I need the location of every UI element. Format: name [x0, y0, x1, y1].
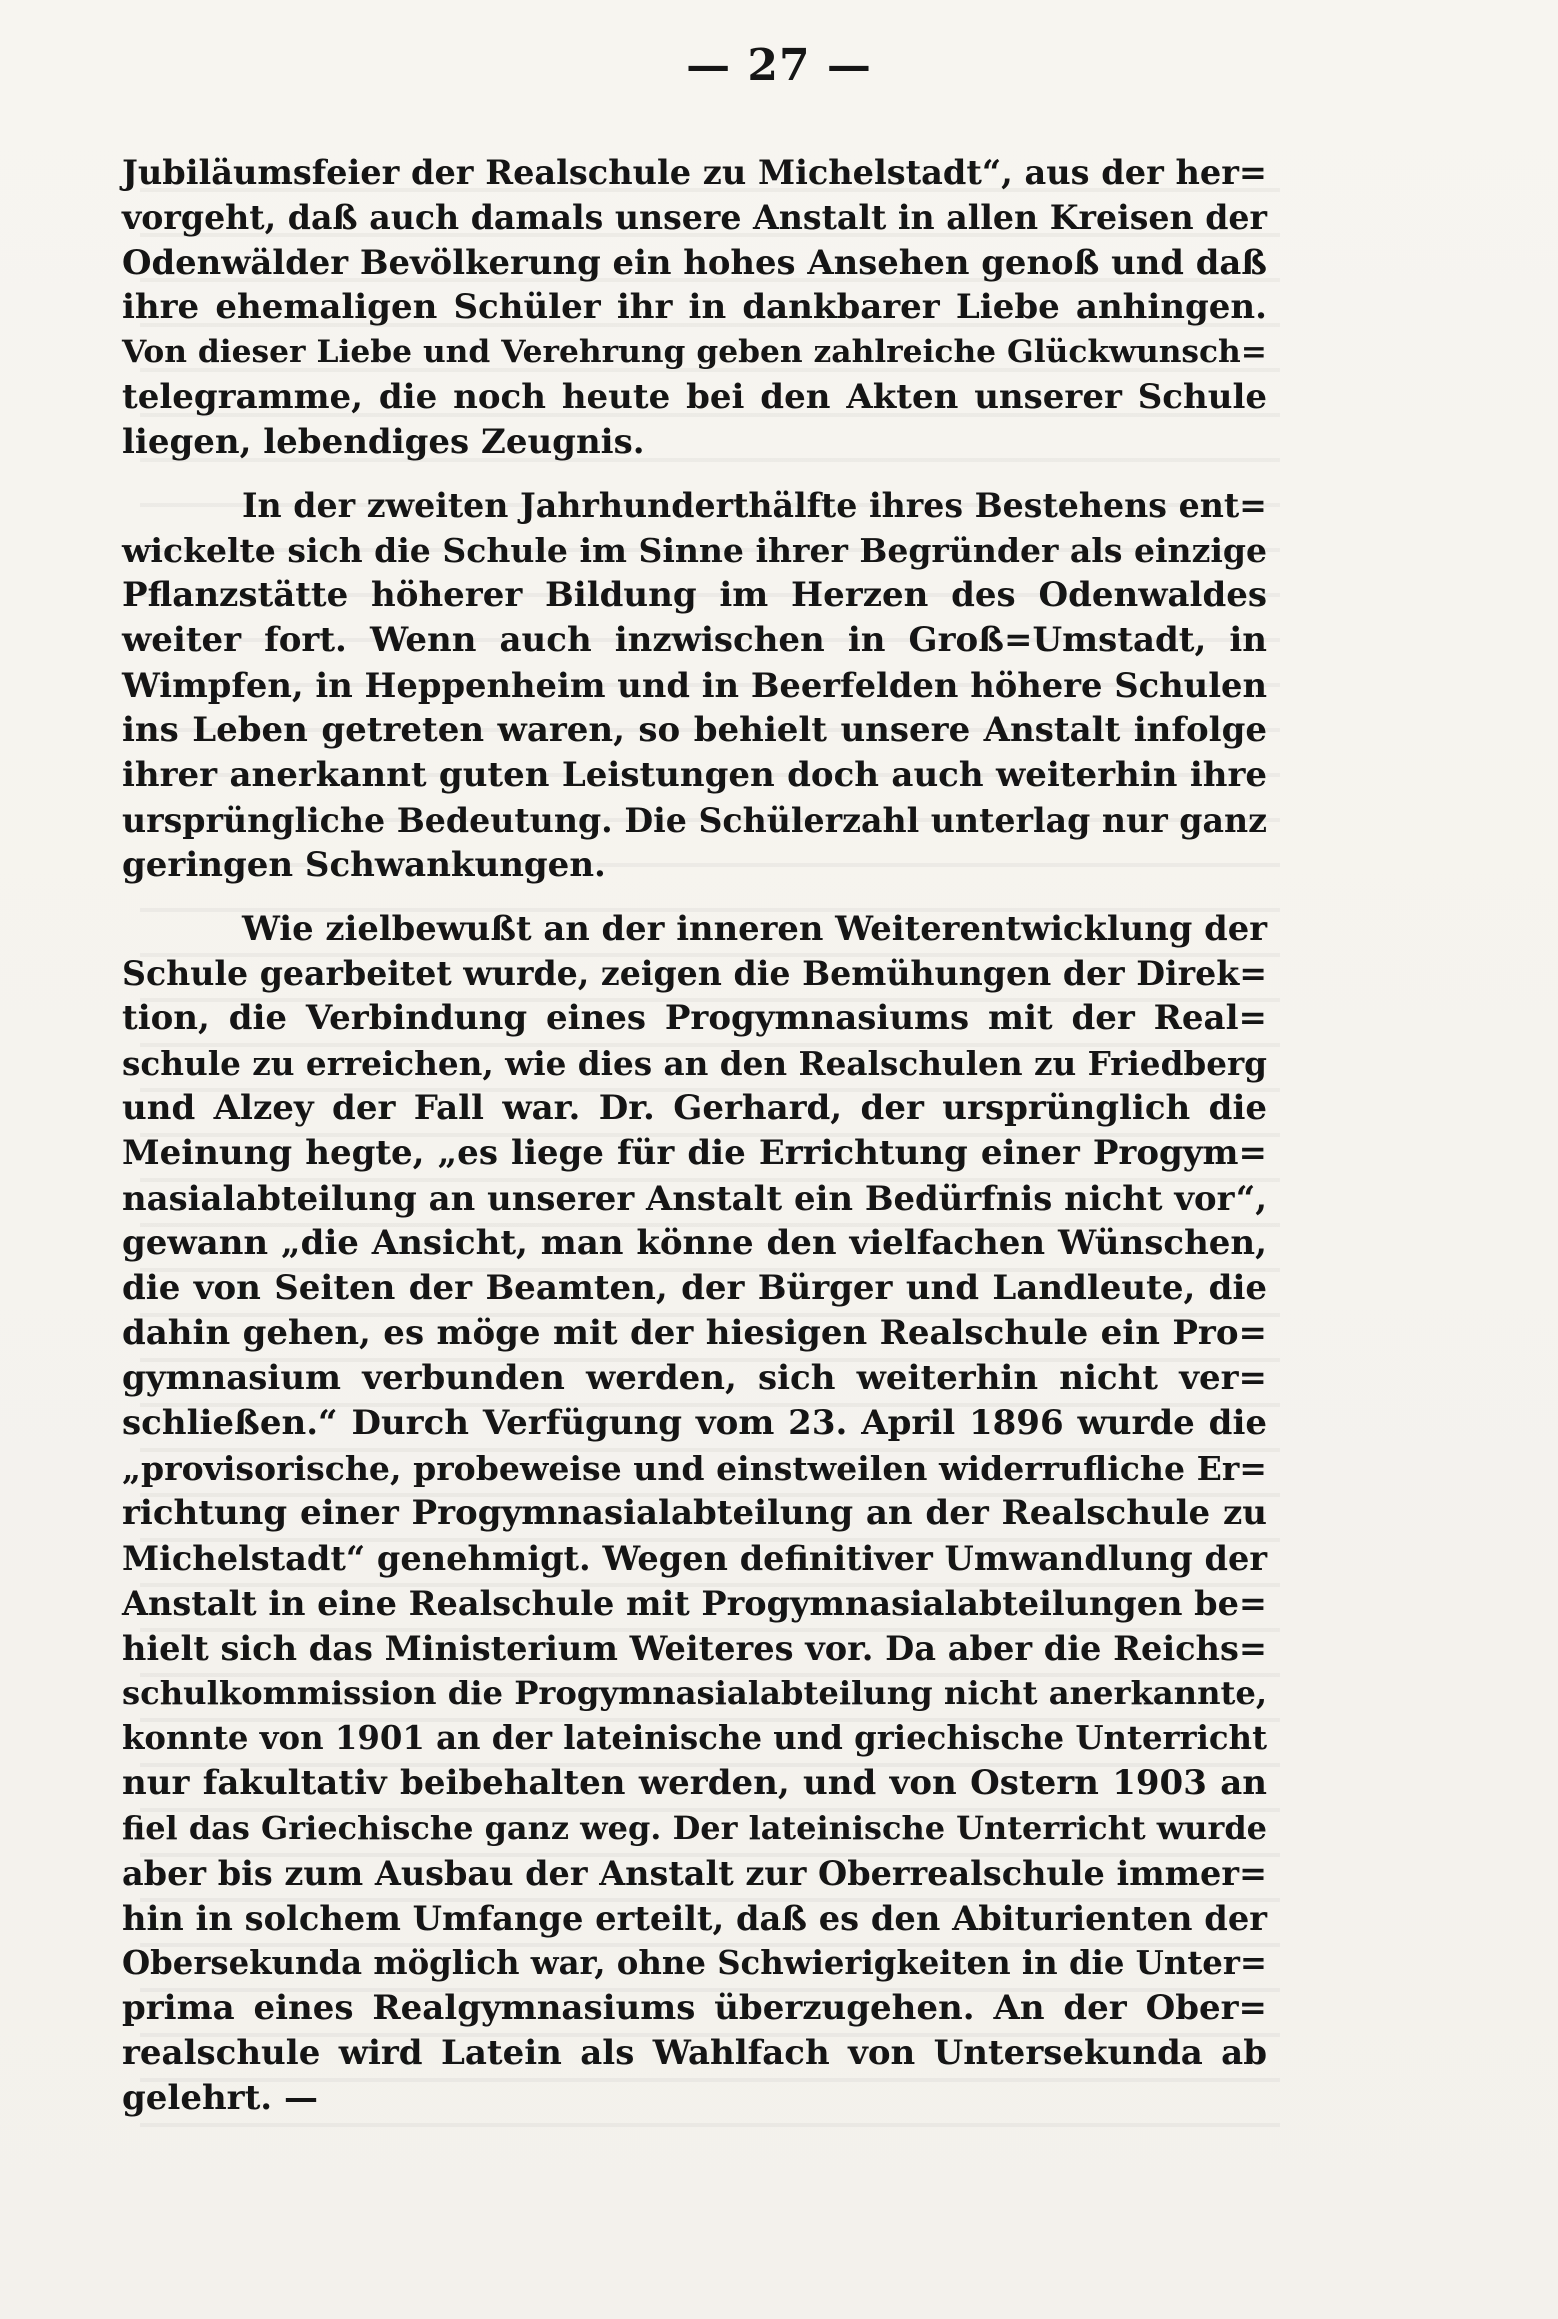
- text-line: Schule gearbeitet wurde, zeigen die Bemühungen der Direk=: [122, 954, 1267, 993]
- text-line: telegramme, die noch heute bei den Akten unserer Schule: [122, 377, 1267, 417]
- text-line: ursprüngliche Bedeutung. Die Schülerzahl unterlag nur ganz: [122, 801, 1267, 840]
- text-line: richtung einer Progymnasialabteilung an der Realschule zu: [122, 1493, 1267, 1533]
- text-line: die von Seiten der Beamten, der Bürger und Landleute, die: [122, 1268, 1267, 1308]
- text-line: dahin gehen, es möge mit der hiesigen Realschule ein Pro=: [122, 1313, 1267, 1353]
- page-number: — 27 —: [686, 40, 872, 91]
- text-line: Pflanzstätte höherer Bildung im Herzen des Odenwaldes: [122, 575, 1267, 615]
- text-line: schließen.“ Durch Verfügung vom 23. April 1896 wurde die: [122, 1403, 1267, 1443]
- text-line: Odenwälder Bevölkerung ein hohes Ansehen genoß und daß: [122, 242, 1267, 282]
- text-line: weiter fort. Wenn auch inzwischen in Groß=Umstadt, in: [122, 620, 1267, 660]
- text-line: Anstalt in eine Realschule mit Progymnasialabteilungen be=: [122, 1584, 1267, 1623]
- text-line: aber bis zum Ausbau der Anstalt zur Oberrealschule immer=: [122, 1854, 1267, 1893]
- body-text: [122, 150, 1267, 2121]
- text-line: Jubiläumsfeier der Realschule zu Michelstadt“, aus der her=: [122, 152, 1267, 192]
- text-line: ins Leben getreten waren, so behielt unsere Anstalt infolge: [122, 710, 1267, 750]
- text-line: gymnasium verbunden werden, sich weiterhin nicht ver=: [122, 1358, 1267, 1398]
- text-line: nur fakultativ beibehalten werden, und von Ostern 1903 an: [122, 1763, 1267, 1803]
- paragraph-gap: [122, 465, 1267, 483]
- text-line: schulkommission die Progymnasialabteilung nicht anerkannte,: [122, 1674, 1268, 1712]
- text-line: schule zu erreichen, wie dies an den Realschulen zu Friedberg: [122, 1044, 1267, 1083]
- text-line: hielt sich das Ministerium Weiteres vor. Da aber die Reichs=: [122, 1628, 1267, 1668]
- text-line: gewann „die Ansicht, man könne den vielfachen Wünschen,: [122, 1223, 1267, 1263]
- text-line: fiel das Griechische ganz weg. Der lateinische Unterricht wurde: [122, 1809, 1267, 1847]
- text-line: prima eines Realgymnasiums überzugehen. An der Ober=: [122, 1988, 1267, 2028]
- text-line: tion, die Verbindung eines Progymnasiums mit der Real=: [122, 998, 1267, 1038]
- text-line: Obersekunda möglich war, ohne Schwierigkeiten in die Unter=: [122, 1944, 1267, 1982]
- text-line: In der zweiten Jahrhunderthälfte ihres Bestehens ent=: [242, 486, 1267, 525]
- text-line: Von dieser Liebe und Verehrung geben zahlreiche Glückwunsch=: [122, 334, 1267, 370]
- text-line: gelehrt. —: [122, 2078, 318, 2118]
- text-line: nasialabteilung an unserer Anstalt ein Bedürfnis nicht vor“,: [122, 1178, 1267, 1218]
- text-line: wickelte sich die Schule im Sinne ihrer Begründer als einzige: [122, 531, 1267, 570]
- text-line: geringen Schwankungen.: [122, 845, 606, 885]
- text-line: konnte von 1901 an der lateinische und griechische Unterricht: [122, 1719, 1267, 1757]
- paragraph-2: [122, 483, 1267, 888]
- text-line: Michelstadt“ genehmigt. Wegen definitiver Umwandlung der: [122, 1538, 1267, 1578]
- text-line: Wie zielbewußt an der inneren Weiterentwicklung der: [242, 908, 1267, 948]
- paragraph-1: [122, 150, 1267, 465]
- text-line: vorgeht, daß auch damals unsere Anstalt in allen Kreisen der: [122, 198, 1267, 237]
- text-line: hin in solchem Umfange erteilt, daß es den Abiturienten der: [122, 1898, 1267, 1938]
- text-line: Meinung hegte, „es liege für die Errichtung einer Progym=: [122, 1133, 1267, 1173]
- text-line: ihrer anerkannt guten Leistungen doch auch weiterhin ihre: [122, 755, 1267, 795]
- paragraph-3: [122, 906, 1267, 2121]
- text-line: liegen, lebendiges Zeugnis.: [122, 422, 645, 462]
- text-line: „provisorische, probeweise und einstweilen widerrufliche Er=: [122, 1449, 1267, 1488]
- text-line: Wimpfen, in Heppenheim und in Beerfelden höhere Schulen: [122, 665, 1267, 705]
- text-line: und Alzey der Fall war. Dr. Gerhard, der ursprünglich die: [122, 1088, 1267, 1128]
- text-line: realschule wird Latein als Wahlfach von Untersekunda ab: [122, 2033, 1267, 2073]
- paragraph-gap: [122, 888, 1267, 906]
- text-line: ihre ehemaligen Schüler ihr in dankbarer Liebe anhingen.: [122, 287, 1267, 327]
